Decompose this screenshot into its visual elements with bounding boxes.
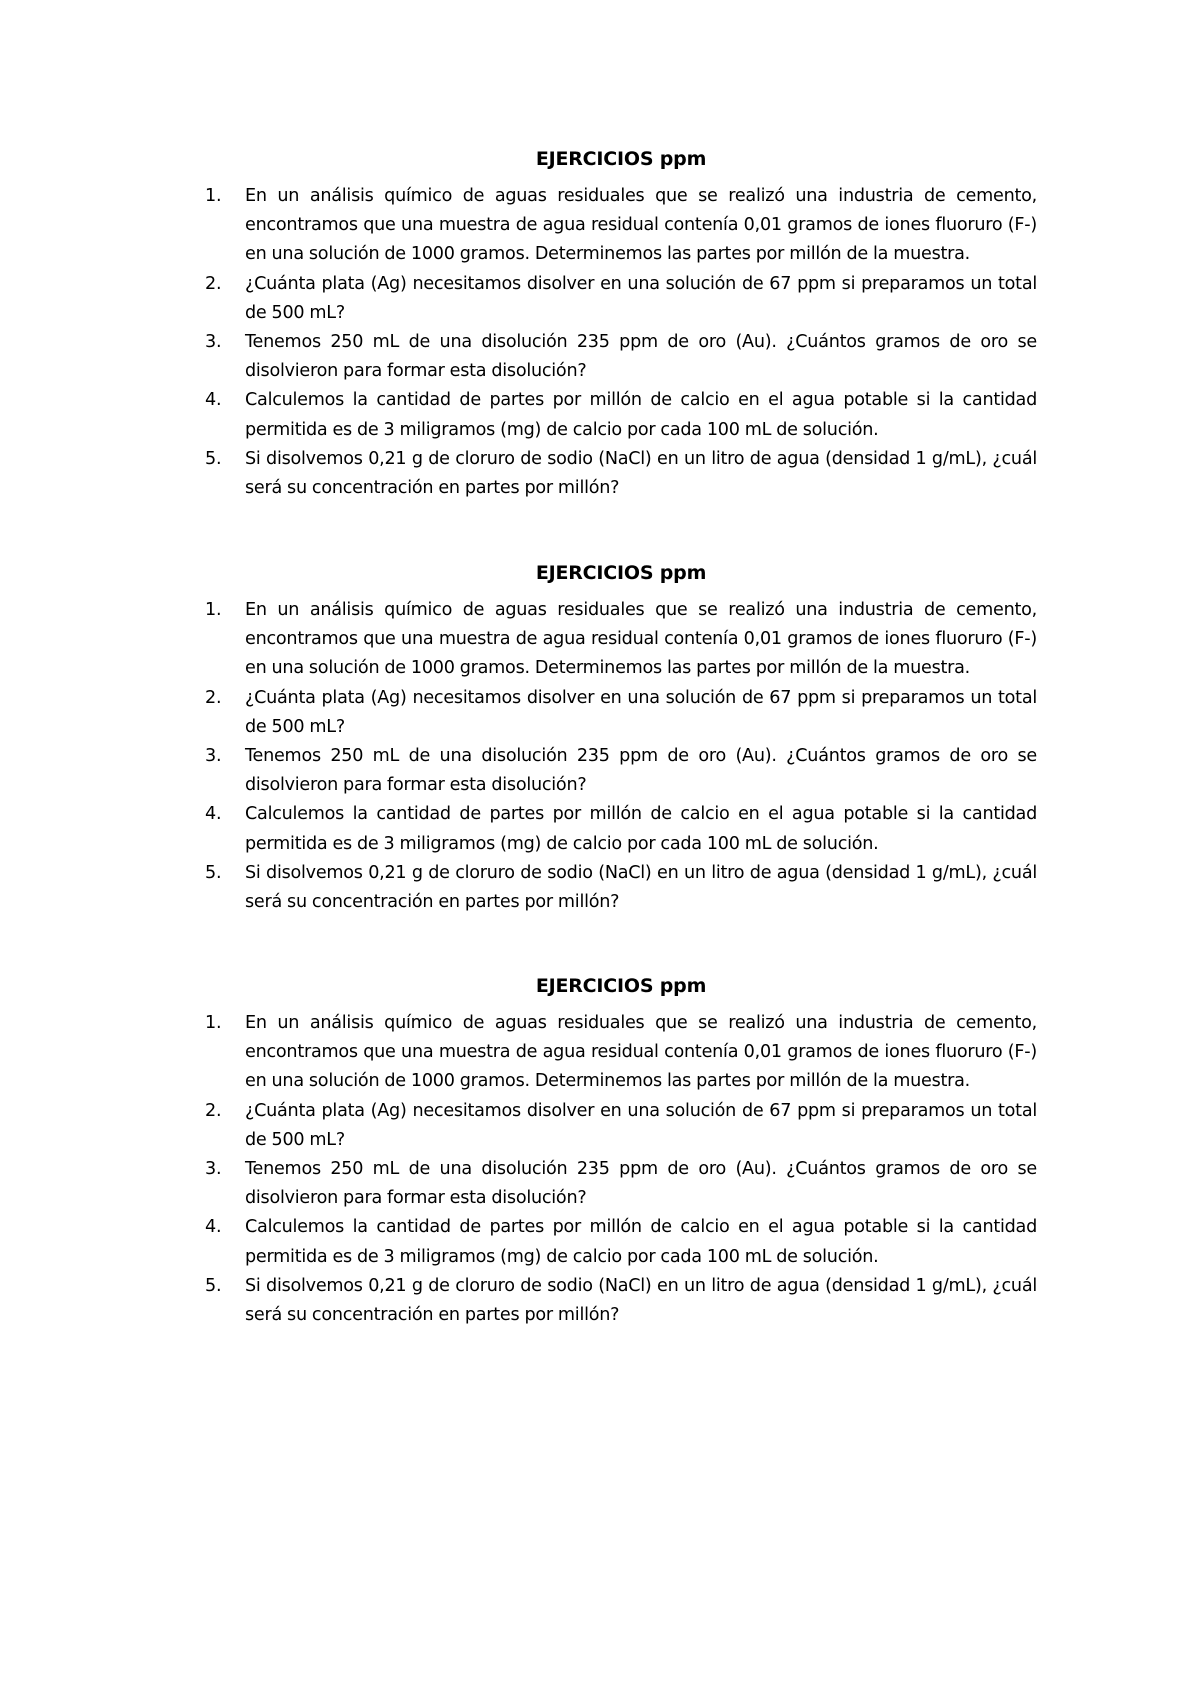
item-number: 1. — [205, 600, 222, 620]
item-text: Calculemos la cantidad de partes por millón de calcio en el agua potable si la cantidad permitida es de 3 miligramos (mg) de calcio por cada 100 mL de solución. — [245, 1217, 1037, 1267]
item-text: Si disolvemos 0,21 g de cloruro de sodio (NaCl) en un litro de agua (densidad 1 g/mL), ¿cuál será su concentración en partes por millón? — [245, 1275, 1037, 1326]
item-text: En un análisis químico de aguas residuales que se realizó una industria de cemento, encontramos que una muestra de agua residual contenía 0,01 gramos de iones fluoruro (F-) en una solución de 1000 gramos. Determinemos las partes por millón de la muestra. — [245, 186, 1037, 265]
item-text: ¿Cuánta plata (Ag) necesitamos disolver en una solución de 67 ppm si preparamos un total de 500 mL? — [245, 687, 1037, 737]
item-text: En un análisis químico de aguas residuales que se realizó una industria de cemento, encontramos que una muestra de agua residual contenía 0,01 gramos de iones fluoruro (F-) en una solución de 1000 gramos. Determinemos las partes por millón de la muestra. — [245, 600, 1037, 679]
exercise-item-4 — [205, 800, 1037, 858]
item-number: 2. — [205, 1100, 222, 1121]
item-number: 2. — [205, 687, 222, 708]
exercise-item-2 — [205, 270, 1037, 328]
exercise-item-3 — [205, 1155, 1037, 1213]
section-title: EJERCICIOS ppm — [535, 975, 707, 997]
exercise-item-3 — [205, 742, 1037, 800]
item-number: 4. — [205, 804, 222, 825]
exercise-section-2 — [205, 559, 1037, 917]
item-text: En un análisis químico de aguas residuales que se realizó una industria de cemento, encontramos que una muestra de agua residual contenía 0,01 gramos de iones fluoruro (F-) en una solución de 1000 gramos. Determinemos las partes por millón de la muestra. — [245, 1013, 1037, 1092]
exercise-list — [205, 182, 1037, 503]
item-text: Si disolvemos 0,21 g de cloruro de sodio (NaCl) en un litro de agua (densidad 1 g/mL), ¿cuál será su concentración en partes por millón? — [245, 448, 1037, 499]
exercise-item-2 — [205, 1097, 1037, 1155]
item-number: 3. — [205, 1159, 222, 1180]
exercise-item-1 — [205, 596, 1037, 684]
exercise-item-3 — [205, 328, 1037, 386]
item-text: Tenemos 250 mL de una disolución 235 ppm de oro (Au). ¿Cuántos gramos de oro se disolvieron para formar esta disolución? — [245, 332, 1037, 382]
exercise-list — [205, 596, 1037, 917]
item-number: 3. — [205, 332, 222, 353]
section-title: EJERCICIOS ppm — [535, 148, 707, 170]
item-text: Tenemos 250 mL de una disolución 235 ppm de oro (Au). ¿Cuántos gramos de oro se disolvieron para formar esta disolución? — [245, 746, 1037, 796]
exercise-list — [205, 1009, 1037, 1330]
item-text: ¿Cuánta plata (Ag) necesitamos disolver en una solución de 67 ppm si preparamos un total de 500 mL? — [245, 1100, 1037, 1150]
item-number: 4. — [205, 390, 222, 411]
item-number: 1. — [205, 1013, 222, 1033]
item-number: 5. — [205, 448, 222, 469]
item-number: 5. — [205, 1275, 222, 1296]
item-text: Si disolvemos 0,21 g de cloruro de sodio (NaCl) en un litro de agua (densidad 1 g/mL), ¿cuál será su concentración en partes por millón? — [245, 862, 1037, 913]
item-number: 2. — [205, 273, 222, 294]
exercise-item-2 — [205, 684, 1037, 742]
item-text: Calculemos la cantidad de partes por millón de calcio en el agua potable si la cantidad permitida es de 3 miligramos (mg) de calcio por cada 100 mL de solución. — [245, 390, 1037, 440]
item-text: Calculemos la cantidad de partes por millón de calcio en el agua potable si la cantidad permitida es de 3 miligramos (mg) de calcio por cada 100 mL de solución. — [245, 804, 1037, 854]
item-number: 1. — [205, 186, 222, 206]
exercise-item-5 — [205, 859, 1037, 917]
item-text: Tenemos 250 mL de una disolución 235 ppm de oro (Au). ¿Cuántos gramos de oro se disolvieron para formar esta disolución? — [245, 1159, 1037, 1209]
section-title: EJERCICIOS ppm — [535, 562, 707, 584]
exercise-item-1 — [205, 1009, 1037, 1097]
item-text: ¿Cuánta plata (Ag) necesitamos disolver en una solución de 67 ppm si preparamos un total de 500 mL? — [245, 273, 1037, 323]
exercise-section-1 — [205, 145, 1037, 503]
item-number: 3. — [205, 746, 222, 767]
exercise-section-3 — [205, 972, 1037, 1330]
exercise-item-5 — [205, 1272, 1037, 1330]
item-number: 5. — [205, 862, 222, 883]
exercise-item-1 — [205, 182, 1037, 270]
item-number: 4. — [205, 1217, 222, 1238]
exercise-item-5 — [205, 445, 1037, 503]
exercise-item-4 — [205, 1213, 1037, 1271]
exercise-item-4 — [205, 386, 1037, 444]
